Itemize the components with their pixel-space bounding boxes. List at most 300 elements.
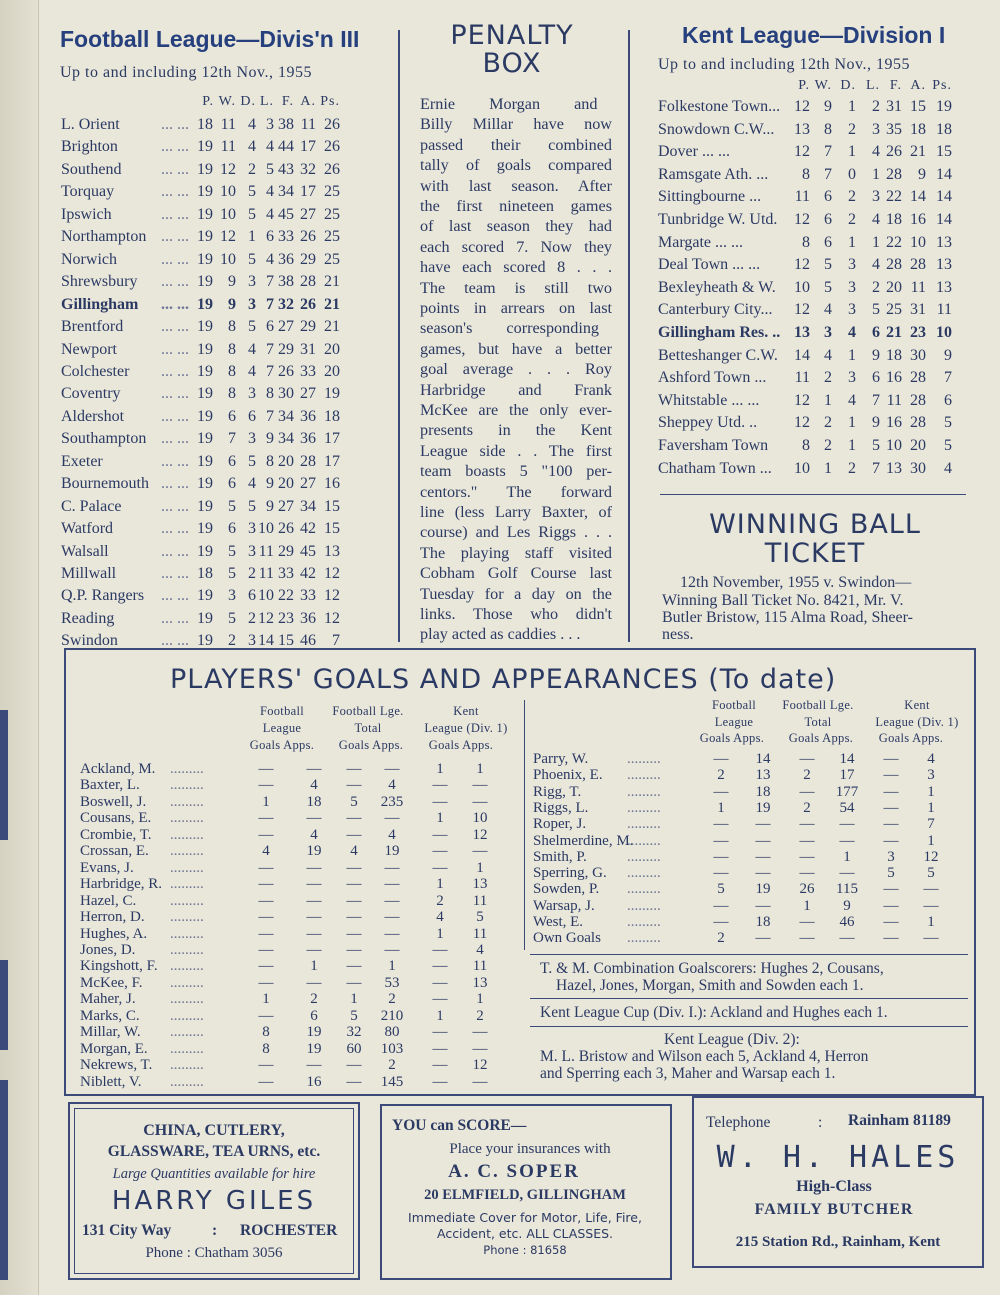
stat-cell: 12: [220, 228, 236, 246]
kent-div2-note: M. L. Bristow and Wilson each 5, Ackland 4, Herron: [540, 1048, 869, 1065]
team-name: Torquay: [61, 183, 115, 201]
stat-cell: 6: [824, 211, 832, 228]
stat-cell: —: [384, 761, 400, 777]
player-name: Marks, C.: [80, 1007, 140, 1024]
stat-cell: 1: [848, 346, 856, 364]
stat-cell: 19: [197, 160, 213, 178]
stat-cell: —: [432, 1040, 448, 1057]
stat-cell: 19: [197, 632, 213, 650]
stat-cell: 13: [936, 256, 952, 274]
stat-cell: 9: [228, 295, 236, 313]
stat-cell: 18: [197, 565, 213, 582]
stat-cell: 9: [872, 346, 880, 364]
player-row: [533, 898, 973, 914]
winning-ball-line: 12th November, 1955 v. Swindon—: [680, 574, 912, 591]
stat-cell: 25: [324, 205, 340, 223]
stat-cell: 45: [278, 205, 294, 223]
stat-cell: —: [346, 892, 362, 909]
stat-cell: 31: [910, 301, 926, 319]
table-row: [658, 143, 998, 165]
stat-cell: 5: [872, 301, 880, 319]
stat-cell: 25: [324, 228, 340, 246]
stat-cell: 16: [306, 1073, 322, 1090]
stat-cell: —: [883, 767, 899, 784]
leader-dots: .........: [170, 1024, 204, 1041]
stat-cell: —: [346, 761, 362, 777]
stat-cell: 9: [824, 98, 832, 115]
stat-cell: 12: [258, 609, 274, 627]
stat-cell: 28: [300, 273, 316, 291]
kent-title: Kent League—Division I: [682, 22, 946, 48]
stat-cell: 6: [248, 407, 256, 425]
penalty-line: [420, 95, 612, 114]
stat-cell: 8: [802, 233, 810, 251]
hales-line3: High-Class: [796, 1178, 872, 1195]
stat-cell: 1: [717, 799, 725, 816]
stat-cell: —: [258, 909, 274, 926]
column-header: L.: [259, 94, 274, 109]
stat-cell: 27: [278, 497, 294, 515]
stat-cell: 9: [944, 346, 952, 364]
notes-divider: [530, 998, 968, 999]
leader-dots: ... ...: [161, 565, 189, 582]
stat-cell: 18: [197, 116, 213, 133]
team-name: Whitstable ... ...: [658, 391, 760, 409]
stat-cell: 2: [848, 211, 856, 228]
header-line: League: [262, 721, 302, 735]
header-line: League (Div. 1): [424, 721, 508, 735]
stat-cell: —: [258, 826, 274, 843]
penalty-text-run: Tuesday for a day on the: [420, 584, 612, 603]
team-name: Ipswich: [61, 205, 112, 223]
column-header: L.: [865, 78, 880, 93]
stat-cell: —: [755, 930, 771, 947]
table-row: [61, 138, 401, 160]
penalty-text-run: presents in the Kent: [420, 421, 612, 440]
stat-cell: 9: [228, 273, 236, 291]
table-row: [658, 301, 998, 323]
table-row: [658, 234, 998, 256]
penalty-text-run: McKee are the only ever-: [420, 401, 612, 419]
stat-cell: 2: [388, 991, 396, 1008]
stat-cell: 3: [848, 369, 856, 387]
player-row: [80, 827, 520, 843]
stat-cell: 16: [886, 414, 902, 432]
stat-cell: 7: [824, 165, 832, 183]
stat-cell: 3: [848, 256, 856, 274]
stat-cell: 4: [824, 346, 832, 364]
player-row: [533, 800, 973, 816]
leader-dots: ... ...: [161, 520, 189, 538]
stat-cell: 6: [228, 475, 236, 493]
stat-cell: —: [384, 892, 400, 909]
penalty-line: [420, 564, 612, 583]
leader-dots: .........: [627, 930, 661, 947]
stat-cell: 1: [927, 832, 935, 849]
team-name: L. Orient: [61, 116, 120, 133]
penalty-line: [420, 299, 612, 318]
soper-line6: Accident, etc. ALL CLASSES.: [436, 1226, 613, 1241]
stat-cell: 10: [258, 520, 274, 538]
column-header: W.: [218, 94, 236, 109]
leader-dots: ... ...: [161, 318, 189, 336]
stat-cell: 30: [910, 346, 926, 364]
player-row: [80, 991, 520, 1007]
team-name: Reading: [61, 609, 115, 627]
stat-cell: 19: [384, 843, 400, 860]
stat-cell: 5: [248, 318, 256, 336]
stat-cell: 1: [848, 98, 856, 115]
player-name: Smith, P.: [533, 848, 587, 865]
leader-dots: .........: [170, 958, 204, 975]
stat-cell: 1: [872, 165, 880, 183]
header-total: [322, 704, 414, 736]
team-name: Millwall: [61, 565, 117, 582]
team-name: Ashford Town ...: [658, 369, 767, 387]
stat-cell: —: [306, 974, 322, 991]
stat-cell: 20: [324, 340, 340, 358]
team-name: Brentford: [61, 318, 124, 336]
stat-cell: —: [713, 914, 729, 930]
stat-cell: 21: [324, 295, 340, 313]
stat-cell: 5: [944, 437, 952, 454]
penalty-text-run: Ernie Morgan and: [420, 95, 598, 113]
team-name: Dover ... ...: [658, 143, 730, 161]
league3-title: Football League—Divis'n III: [60, 26, 360, 52]
player-row: [80, 926, 520, 942]
stat-cell: —: [346, 810, 362, 827]
stat-cell: 1: [476, 859, 484, 876]
player-row: [80, 1057, 520, 1073]
player-row: [533, 865, 973, 881]
stat-cell: —: [799, 783, 815, 800]
stat-cell: 2: [824, 414, 832, 432]
penalty-line: [420, 483, 612, 502]
giles-line2: GLASSWARE, TEA URNS, etc.: [107, 1143, 321, 1160]
stat-cell: 8: [228, 318, 236, 336]
stat-cell: 13: [755, 767, 771, 784]
stat-cell: 14: [936, 188, 952, 206]
table-row: [658, 414, 998, 436]
stat-cell: 20: [910, 437, 926, 454]
stat-cell: —: [432, 859, 448, 876]
stat-cell: 3: [248, 520, 256, 538]
stat-cell: 1: [262, 991, 270, 1008]
header-football-league: [242, 704, 322, 736]
stat-cell: 11: [472, 925, 488, 942]
penalty-line: [420, 544, 612, 563]
stat-cell: —: [472, 1024, 488, 1041]
stat-cell: 15: [324, 520, 340, 538]
team-name: Gillingham Res. ..: [658, 324, 781, 341]
stat-cell: 34: [278, 430, 294, 448]
stat-cell: 2: [228, 632, 236, 650]
stat-cell: —: [346, 826, 362, 843]
stat-cell: 17: [839, 767, 855, 784]
table-row: [61, 543, 401, 565]
stat-cell: —: [883, 897, 899, 914]
stat-cell: 8: [802, 437, 810, 454]
stat-cell: 11: [220, 138, 236, 156]
penalty-text-run: of last season they had: [420, 217, 612, 236]
stat-cell: 3: [266, 116, 274, 133]
stat-cell: 1: [388, 958, 396, 975]
stat-cell: 2: [717, 930, 725, 947]
stat-cell: —: [258, 1073, 274, 1090]
stat-cell: 7: [266, 362, 274, 380]
stat-cell: 26: [278, 362, 294, 380]
stat-cell: 19: [197, 452, 213, 470]
stat-cell: —: [346, 876, 362, 893]
stat-cell: 25: [324, 183, 340, 201]
leader-dots: .........: [627, 832, 661, 849]
stat-cell: 115: [836, 881, 858, 898]
player-row: [533, 881, 973, 897]
stat-cell: 3: [248, 632, 256, 650]
stat-cell: 11: [472, 892, 488, 909]
leader-dots: .........: [627, 865, 661, 882]
table-row: [61, 430, 401, 452]
header-line: Football: [259, 704, 305, 718]
stat-cell: 1: [436, 876, 444, 893]
table-row: [658, 279, 998, 301]
player-name: Hazel, C.: [80, 892, 137, 909]
table-row: [61, 610, 401, 632]
team-name: Shrewsbury: [61, 273, 138, 291]
stat-cell: 19: [197, 273, 213, 291]
stat-cell: —: [306, 1057, 322, 1074]
table-row: [61, 206, 401, 228]
team-name: Coventry: [61, 385, 121, 403]
stat-cell: —: [755, 865, 771, 882]
leader-dots: .........: [170, 1057, 204, 1074]
stat-cell: 25: [886, 301, 902, 319]
stat-cell: —: [346, 974, 362, 991]
stat-cell: 4: [248, 362, 256, 380]
stat-cell: 28: [910, 414, 926, 432]
stat-cell: —: [755, 848, 771, 865]
penalty-line: [420, 585, 612, 604]
player-row: [533, 930, 973, 946]
stat-cell: 1: [476, 761, 484, 777]
hales-line4: FAMILY BUTCHER: [754, 1201, 914, 1218]
table-row: [61, 116, 401, 138]
stat-cell: 12: [794, 98, 810, 115]
table-row: [658, 324, 998, 346]
player-row: [80, 777, 520, 793]
stat-cell: 17: [300, 183, 316, 201]
stat-cell: —: [346, 941, 362, 958]
stat-cell: 5: [717, 881, 725, 898]
stat-cell: 8: [262, 1040, 270, 1057]
stat-cell: —: [306, 925, 322, 942]
soper-address: 20 ELMFIELD, GILLINGHAM: [424, 1187, 626, 1203]
stat-cell: 19: [755, 881, 771, 898]
stat-cell: 2: [848, 459, 856, 477]
stat-cell: 7: [872, 391, 880, 409]
stat-cell: 5: [944, 414, 952, 432]
team-name: Exeter: [61, 452, 103, 470]
stat-cell: 36: [278, 250, 294, 268]
stat-cell: 19: [197, 542, 213, 560]
team-name: Canterbury City...: [658, 301, 773, 319]
team-name: Ramsgate Ath. ...: [658, 165, 769, 183]
stat-cell: 27: [300, 475, 316, 493]
penalty-text-run: goal average . . . Roy: [420, 360, 612, 379]
stat-cell: 1: [350, 991, 358, 1008]
leader-dots: ... ...: [161, 183, 189, 201]
player-row: [533, 914, 973, 930]
stat-cell: —: [306, 909, 322, 926]
leader-dots: .........: [627, 751, 661, 767]
stat-cell: 1: [310, 958, 318, 975]
stat-cell: 5: [248, 497, 256, 515]
stat-cell: —: [258, 925, 274, 942]
stat-cell: 4: [266, 183, 274, 201]
stat-cell: 9: [266, 497, 274, 515]
leader-dots: ... ...: [161, 273, 189, 291]
soper-name: A. C. SOPER: [448, 1161, 580, 1182]
stat-cell: 21: [324, 318, 340, 336]
player-name: Baxter, L.: [80, 777, 140, 794]
player-row: [80, 1041, 520, 1057]
stat-cell: 11: [220, 116, 236, 133]
stat-cell: 9: [843, 897, 851, 914]
stat-cell: 2: [848, 188, 856, 206]
stat-cell: 12: [324, 565, 340, 582]
stat-cell: 7: [332, 632, 340, 650]
stat-cell: —: [432, 958, 448, 975]
stat-cell: 1: [824, 391, 832, 409]
stat-cell: —: [258, 1057, 274, 1074]
header-goals-apps: Goals Apps.: [878, 731, 944, 745]
players-title: PLAYERS' GOALS AND APPEARANCES (To date): [170, 664, 837, 695]
stat-cell: —: [923, 881, 939, 898]
stat-cell: 10: [472, 810, 488, 827]
stat-cell: 15: [936, 143, 952, 161]
stat-cell: 12: [794, 211, 810, 228]
stat-cell: 7: [824, 143, 832, 161]
stat-cell: 1: [262, 793, 270, 810]
leader-dots: ... ...: [161, 407, 189, 425]
stat-cell: 20: [278, 475, 294, 493]
stat-cell: 6: [248, 587, 256, 605]
stat-cell: —: [755, 832, 771, 849]
player-row: [80, 860, 520, 876]
stat-cell: 26: [886, 143, 902, 161]
player-name: Ackland, M.: [80, 761, 156, 777]
stat-cell: 210: [380, 1007, 404, 1024]
player-row: [80, 909, 520, 925]
penalty-line: [420, 421, 612, 440]
table-row: [658, 188, 998, 210]
player-row: [80, 1024, 520, 1040]
table-row: [61, 341, 401, 363]
penalty-text-run: Billy Millar have now: [420, 115, 612, 134]
leader-dots: .........: [170, 1007, 204, 1024]
stat-cell: 13: [794, 120, 810, 138]
penalty-line: [420, 605, 612, 624]
team-name: Bexleyheath & W.: [658, 278, 776, 296]
penalty-line: [420, 136, 612, 155]
stat-cell: 5: [248, 452, 256, 470]
stat-cell: 20: [324, 362, 340, 380]
stat-cell: 19: [197, 497, 213, 515]
stat-cell: 27: [300, 205, 316, 223]
stat-cell: 18: [886, 211, 902, 228]
header-goals-apps: Goals Apps.: [428, 738, 494, 752]
stat-cell: 4: [388, 777, 396, 794]
stat-cell: 15: [324, 497, 340, 515]
table-row: [658, 369, 998, 391]
stat-cell: —: [346, 909, 362, 926]
edge-mark: [0, 710, 8, 840]
penalty-text-run: links. Those who didn't: [420, 605, 612, 623]
player-row: [533, 767, 973, 783]
stat-cell: 18: [910, 120, 926, 138]
stat-cell: 19: [936, 98, 952, 115]
stat-cell: 13: [472, 974, 488, 991]
stat-cell: 44: [278, 138, 294, 156]
stat-cell: 1: [927, 783, 935, 800]
winning-ball-line: Butler Bristow, 115 Alma Road, Sheer-: [662, 609, 913, 626]
stat-cell: 3: [228, 587, 236, 605]
table-row: [61, 453, 401, 475]
stat-cell: —: [755, 816, 771, 833]
soper-line2: Place your insurances with: [449, 1141, 611, 1157]
player-name: Phoenix, E.: [533, 767, 603, 784]
kent-div2-note: Kent League (Div. 2):: [664, 1031, 800, 1048]
team-name: Deal Town ... ...: [658, 256, 761, 274]
table-row: [61, 385, 401, 407]
penalty-text-run: games, but have a better: [420, 339, 612, 358]
player-row: [533, 849, 973, 865]
giles-address-left: 131 City Way: [82, 1222, 172, 1239]
team-name: Watford: [61, 520, 114, 538]
stat-cell: —: [883, 914, 899, 930]
header-football-league: [694, 698, 774, 730]
header-line: Total: [354, 721, 382, 735]
team-name: Norwich: [61, 250, 117, 268]
stat-cell: —: [258, 876, 274, 893]
stat-cell: 5: [266, 160, 274, 178]
stat-cell: —: [755, 897, 771, 914]
stat-cell: 6: [266, 228, 274, 246]
stat-cell: 4: [248, 475, 256, 493]
hales-tel-sep: :: [818, 1114, 823, 1131]
stat-cell: 17: [300, 138, 316, 156]
leader-dots: .........: [170, 793, 204, 810]
stat-cell: 3: [248, 542, 256, 560]
leader-dots: .........: [170, 761, 204, 777]
stat-cell: —: [799, 865, 815, 882]
stat-cell: 5: [887, 865, 895, 882]
stat-cell: 1: [848, 233, 856, 251]
team-name: Faversham Town: [658, 437, 769, 454]
stat-cell: —: [713, 897, 729, 914]
stat-cell: 29: [300, 318, 316, 336]
stat-cell: 2: [248, 609, 256, 627]
stat-cell: 14: [910, 188, 926, 206]
stat-cell: 19: [197, 250, 213, 268]
stat-cell: 8: [802, 165, 810, 183]
kent-divider: [660, 494, 966, 495]
player-name: Morgan, E.: [80, 1040, 148, 1057]
table-row: [61, 228, 401, 250]
stat-cell: 15: [910, 98, 926, 115]
stat-cell: 5: [228, 609, 236, 627]
stat-cell: —: [346, 1057, 362, 1074]
